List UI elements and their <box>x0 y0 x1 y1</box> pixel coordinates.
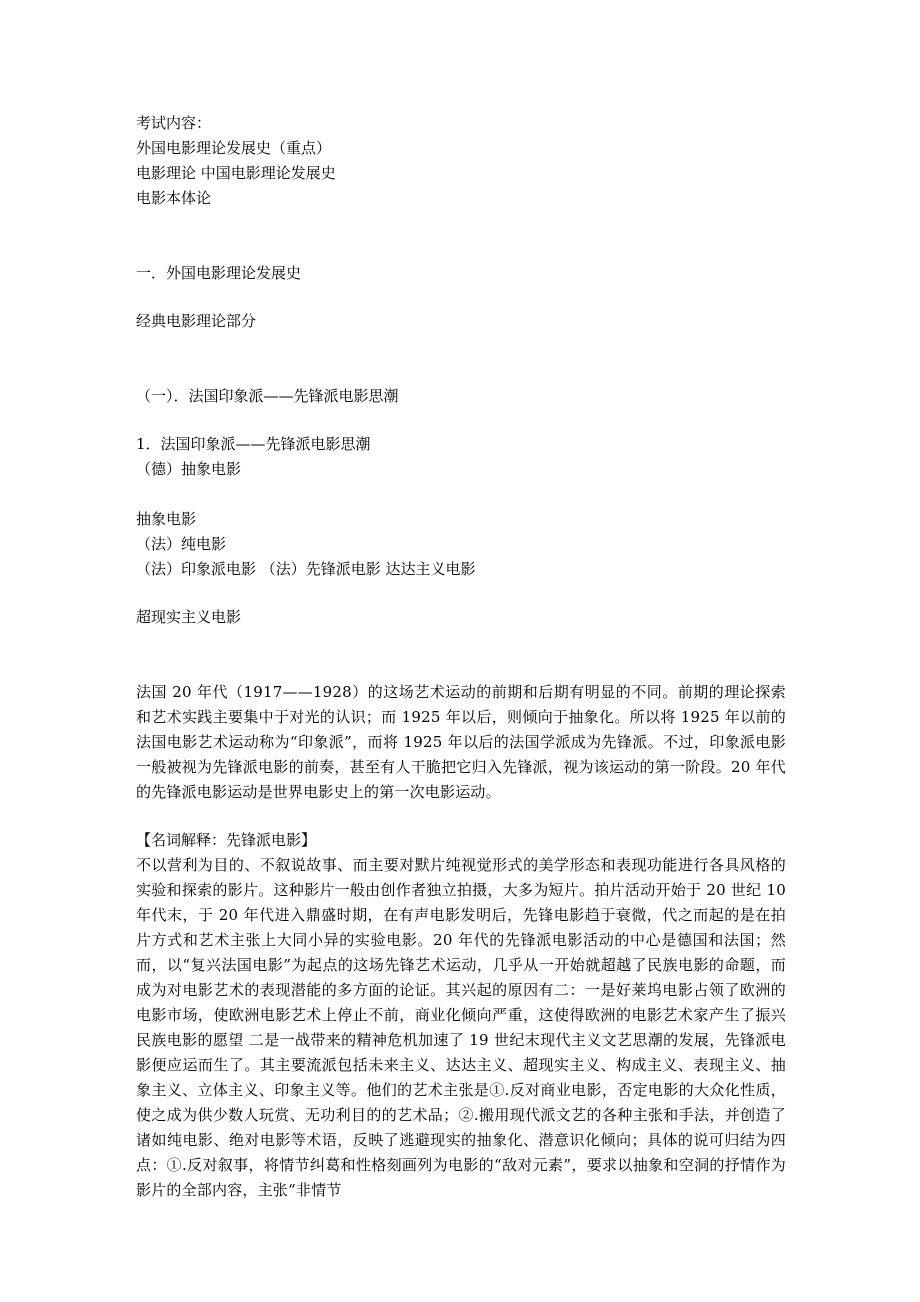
section-title: 一．外国电影理论发展史 <box>136 264 302 282</box>
topic-chinese-theory: 电影理论 中国电影理论发展史 <box>136 164 336 182</box>
spacer <box>136 334 786 359</box>
term-heading: 【名词解释：先锋派电影】 <box>136 831 317 849</box>
spacer <box>136 409 786 432</box>
pure-film-line: （法）纯电影 <box>136 535 227 553</box>
spacer <box>136 630 786 655</box>
spacer <box>136 482 786 507</box>
exam-content-label: 考试内容： <box>136 114 212 132</box>
spacer <box>136 236 786 261</box>
surrealism-line: 超现实主义电影 <box>136 608 242 626</box>
section-subtitle: 经典电影理论部分 <box>136 312 257 330</box>
spacer <box>136 655 786 680</box>
spacer <box>136 286 786 309</box>
schools-line: （法）印象派电影 （法）先锋派电影 达达主义电影 <box>136 560 476 578</box>
spacer <box>136 582 786 605</box>
spacer <box>136 805 786 828</box>
subsection-title: （一）．法国印象派——先锋派电影思潮 <box>136 387 399 405</box>
abstract-film-label: 抽象电影 <box>136 510 197 528</box>
item-german-abstract: （德）抽象电影 <box>136 460 242 478</box>
item-title: 1．法国印象派——先锋派电影思潮 <box>136 435 371 453</box>
spacer <box>136 211 786 236</box>
topic-foreign-theory: 外国电影理论发展史（重点） <box>136 139 332 157</box>
topic-ontology: 电影本体论 <box>136 189 212 207</box>
document-page <box>136 111 786 1203</box>
spacer <box>136 359 786 384</box>
intro-paragraph: 法国 20 年代（1917——1928）的这场艺术运动的前期和后期有明显的不同。前期的理论探索和艺术实践主要集中于对光的认识；而 1925 年以后，则倾向于抽象化。所以将 1925 年以前的法国电影艺术运动称为“印象派”，而将 1925 年以后的法国学派成为先锋派。不过，印象派电影一般被视为先锋派电影的前奏，甚至有人干脆把它归入先锋派，视为该运动的第一阶段。20 年代的先锋派电影运动是世界电影史上的第一次电影运动。 <box>136 683 786 801</box>
term-definition: 不以营利为目的、不叙说故事、而主要对默片纯视觉形式的美学形态和表现功能进行各具风格的实验和探索的影片。这种影片一般由创作者独立拍摄，大多为短片。拍片活动开始于 20 世纪 10 年代末，于 20 年代进入鼎盛时期，在有声电影发明后，先锋电影趋于衰微，代之而起的是在拍片方式和艺术主张上大同小异的实验电影。20 年代的先锋派电影活动的中心是德国和法国；然而，以“复兴法国电影”为起点的这场先锋艺术运动，几乎从一开始就超越了民族电影的命题，而成为对电影艺术的表现潜能的多方面的论证。其兴起的原因有二：一是好莱坞电影占领了欧洲的电影市场，使欧洲电影艺术上停止不前，商业化倾向严重，这使得欧洲的电影艺术家产生了振兴民族电影的愿望 二是一战带来的精神危机加速了 19 世纪末现代主义文艺思潮的发展，先锋派电影便应运而生了。其主要流派包括未来主义、达达主义、超现实主义、构成主义、表现主义、抽象主义、立体主义、印象主义等。他们的艺术主张是①.反对商业电影，否定电影的大众化性质，使之成为供少数人玩赏、无功利目的的艺术品；②.搬用现代派文艺的各种主张和手法，并创造了诸如纯电影、绝对电影等术语，反映了逃避现实的抽象化、潜意识化倾向；具体的说可归结为四点：①.反对叙事，将情节纠葛和性格刻画列为电影的“敌对元素”，要求以抽象和空洞的抒情作为影片的全部内容，主张“非情节 <box>136 856 786 1199</box>
